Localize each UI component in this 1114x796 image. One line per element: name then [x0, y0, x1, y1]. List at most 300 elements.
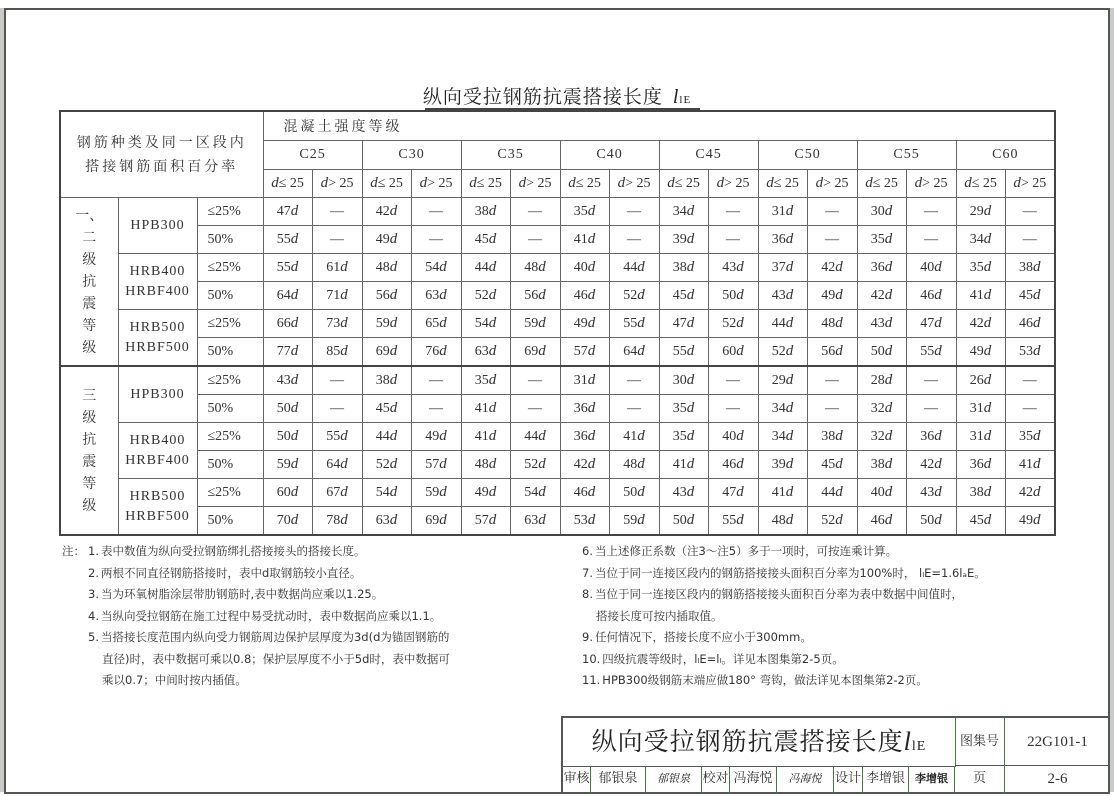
diameter-condition-gt-25: d> 25: [411, 170, 461, 198]
lap-length-value: 46d: [560, 282, 609, 310]
lap-length-value: 54d: [411, 254, 461, 282]
note-line: [62, 649, 542, 671]
area-percentage-cell: ≤25%: [197, 254, 263, 282]
table-row: [60, 395, 1055, 423]
lap-length-value: 37d: [758, 254, 807, 282]
lap-length-value: 55d: [312, 423, 362, 451]
lap-length-value: 69d: [362, 338, 411, 367]
lap-length-value: 38d: [857, 451, 906, 479]
lap-length-value: 35d: [956, 254, 1005, 282]
lap-length-value: —: [1005, 198, 1055, 226]
atlas-number-label: 图集号: [955, 718, 1005, 766]
lap-length-value: 42d: [906, 451, 956, 479]
lap-length-value: 36d: [560, 395, 609, 423]
lap-length-value: 54d: [510, 479, 560, 507]
note-number: 4.: [88, 608, 99, 623]
lap-length-value: 35d: [659, 423, 708, 451]
lap-length-value: 31d: [956, 423, 1005, 451]
lap-length-value: 52d: [362, 451, 411, 479]
lap-length-value: —: [708, 366, 758, 395]
area-percentage-cell: ≤25%: [197, 479, 263, 507]
lap-length-value: 43d: [906, 479, 956, 507]
lap-length-value: 59d: [609, 507, 659, 536]
lap-length-value: 35d: [560, 198, 609, 226]
note-number: 6.: [582, 544, 593, 558]
title-block-symbol: llE: [903, 727, 927, 756]
page-number: 2-6: [1047, 771, 1068, 787]
proofreader-signature: 冯海悦: [777, 766, 834, 794]
note-line: [582, 627, 1062, 649]
lap-length-value: 52d: [510, 451, 560, 479]
lap-length-value: 45d: [807, 451, 857, 479]
note-number: 8.: [582, 587, 593, 601]
diameter-condition-gt-25: d> 25: [906, 170, 956, 198]
lap-length-value: 59d: [510, 310, 560, 338]
lap-length-value: 46d: [906, 282, 956, 310]
area-percentage-cell: ≤25%: [197, 366, 263, 395]
lap-length-value: 48d: [758, 507, 807, 536]
diameter-condition-gt-25: d> 25: [1005, 170, 1055, 198]
sheet-edge-right: [1110, 8, 1114, 792]
lap-length-value: 49d: [362, 226, 411, 254]
header-steel-type: [60, 111, 263, 198]
notes-right-column: [582, 541, 1062, 692]
note-line: [582, 584, 1062, 606]
grade-header-c30: C30: [362, 141, 461, 170]
header-row-1: [60, 111, 1055, 141]
lap-length-value: 32d: [857, 423, 906, 451]
lap-length-value: 35d: [1005, 423, 1055, 451]
lap-length-value: 36d: [956, 451, 1005, 479]
title-block: [561, 716, 1108, 792]
lap-length-value: —: [411, 198, 461, 226]
lap-length-value: 48d: [510, 254, 560, 282]
area-percentage-cell: 50%: [197, 395, 263, 423]
header-steel-type-line: 钢筋种类及同一区段内: [76, 134, 247, 151]
lap-length-value: 38d: [461, 198, 510, 226]
lap-length-value: —: [609, 226, 659, 254]
page-title-text: 纵向受拉钢筋抗震搭接长度: [422, 86, 663, 108]
lap-length-value: —: [510, 366, 560, 395]
lap-length-value: 36d: [758, 226, 807, 254]
note-text: 当搭接长度范围内纵向受力钢筋周边保护层厚度为3d(d为锚固钢筋的: [100, 630, 450, 644]
diameter-condition-le-25: d≤ 25: [659, 170, 708, 198]
table-row: [60, 423, 1055, 451]
lap-length-value: 47d: [659, 310, 708, 338]
lap-length-value: 28d: [857, 366, 906, 395]
lap-length-table: [59, 110, 1056, 536]
area-percentage-cell: 50%: [197, 507, 263, 536]
lap-length-value: 59d: [362, 310, 411, 338]
diameter-condition-le-25: d≤ 25: [956, 170, 1005, 198]
lap-length-value: 41d: [609, 423, 659, 451]
lap-length-value: —: [312, 198, 362, 226]
area-percentage-cell: 50%: [197, 282, 263, 310]
lap-length-value: 49d: [1005, 507, 1055, 536]
lap-length-value: 50d: [263, 423, 312, 451]
lap-length-value: 69d: [411, 507, 461, 536]
note-line: [582, 541, 1062, 563]
table-row: [60, 254, 1055, 282]
lap-length-value: 29d: [956, 198, 1005, 226]
lap-length-value: 48d: [461, 451, 510, 479]
lap-length-value: 36d: [906, 423, 956, 451]
lap-length-value: 60d: [263, 479, 312, 507]
note-number: 2.: [88, 565, 99, 580]
note-line: [62, 606, 542, 628]
steel-type-cell: HPB300: [118, 366, 197, 423]
lap-length-value: 49d: [956, 338, 1005, 367]
lap-length-value: —: [1005, 395, 1055, 423]
seismic-level-label: 一、 二 级 抗 震 等 级: [60, 198, 118, 367]
lap-length-value: —: [708, 198, 758, 226]
lap-length-value: 30d: [659, 366, 708, 395]
lap-length-value: 41d: [758, 479, 807, 507]
table-row: [60, 451, 1055, 479]
lap-length-value: 32d: [857, 395, 906, 423]
diameter-condition-gt-25: d> 25: [807, 170, 857, 198]
note-text: 当位于同一连接区段内的钢筋搭接接头面积百分率为100%时， lₗE=1.6lₐE。: [594, 565, 986, 580]
lap-length-value: 55d: [263, 254, 312, 282]
lap-length-value: 40d: [857, 479, 906, 507]
lap-length-value: 50d: [906, 507, 956, 536]
lap-length-value: 41d: [956, 282, 1005, 310]
lap-length-value: 42d: [1005, 479, 1055, 507]
table-row: [60, 282, 1055, 310]
lap-length-value: 35d: [857, 226, 906, 254]
lap-length-value: 31d: [956, 395, 1005, 423]
diameter-condition-gt-25: d> 25: [609, 170, 659, 198]
note-text: 任何情况下，搭接长度不应小于300mm。: [594, 630, 812, 644]
lap-length-value: 43d: [758, 282, 807, 310]
lap-length-value: 63d: [461, 338, 510, 367]
lap-length-value: 38d: [956, 479, 1005, 507]
designer-signature: 李增银: [909, 766, 955, 794]
note-line: [582, 606, 1062, 628]
lap-length-value: 41d: [461, 395, 510, 423]
note-number: 5.: [88, 630, 99, 644]
note-number: 1.: [88, 544, 99, 558]
diameter-condition-gt-25: d> 25: [312, 170, 362, 198]
lap-length-value: 38d: [1005, 254, 1055, 282]
lap-length-value: 36d: [560, 423, 609, 451]
lap-length-value: 42d: [807, 254, 857, 282]
lap-length-value: 35d: [461, 366, 510, 395]
lap-length-value: 56d: [807, 338, 857, 367]
header-concrete-grade: 混凝土强度等级: [263, 111, 1055, 141]
lap-length-value: 44d: [362, 423, 411, 451]
designer-name: 李增银: [863, 766, 909, 794]
lap-length-value: 73d: [312, 310, 362, 338]
note-line: [582, 649, 1062, 671]
seismic-level-label: 三 级 抗 震 等 级: [60, 366, 118, 535]
lap-length-value: 55d: [263, 226, 312, 254]
note-text: 两根不同直径钢筋搭接时，表中d取钢筋较小直径。: [100, 565, 362, 580]
note-text: 搭接长度可按内插取值。: [596, 608, 723, 623]
review-label: 审核: [563, 766, 591, 794]
lap-length-value: 56d: [362, 282, 411, 310]
lap-length-value: 43d: [659, 479, 708, 507]
title-block-title: 纵向受拉钢筋抗震搭接长度llE: [563, 718, 956, 767]
lap-length-value: 50d: [263, 395, 312, 423]
note-text: 当上述修正系数（注3～注5）多于一项时，可按连乘计算。: [594, 544, 898, 558]
lap-length-value: 56d: [510, 282, 560, 310]
lap-length-value: 43d: [708, 254, 758, 282]
header-steel-type-line: 搭接钢筋面积百分率: [85, 158, 239, 175]
lap-length-value: 39d: [659, 226, 708, 254]
lap-length-value: 52d: [708, 310, 758, 338]
lap-length-value: 63d: [362, 507, 411, 536]
lap-length-value: 42d: [956, 310, 1005, 338]
steel-type-cell: HRB500 HRBF500: [118, 479, 197, 536]
lap-length-value: 46d: [857, 507, 906, 536]
lap-length-value: 57d: [560, 338, 609, 367]
lap-length-value: —: [312, 395, 362, 423]
lap-length-value: —: [708, 226, 758, 254]
lap-length-value: 55d: [659, 338, 708, 367]
diameter-condition-le-25: d≤ 25: [560, 170, 609, 198]
note-text: 直径)时，表中数据可乘以0.8；保护层厚度不小于5d时，表中数据可: [102, 651, 450, 666]
lap-length-value: 63d: [411, 282, 461, 310]
lap-length-value: 46d: [1005, 310, 1055, 338]
note-line: [582, 670, 1062, 692]
table-row: [60, 198, 1055, 226]
steel-type-cell: HRB400 HRBF400: [118, 254, 197, 310]
lap-length-value: 77d: [263, 338, 312, 367]
lap-length-value: 34d: [758, 423, 807, 451]
lap-length-value: 42d: [362, 198, 411, 226]
lap-length-value: 52d: [807, 507, 857, 536]
lap-length-value: —: [708, 395, 758, 423]
steel-type-cell: HPB300: [118, 198, 197, 254]
lap-length-value: 31d: [560, 366, 609, 395]
lap-length-value: 45d: [659, 282, 708, 310]
lap-length-value: 64d: [263, 282, 312, 310]
grade-header-c55: C55: [857, 141, 956, 170]
lap-length-value: 53d: [1005, 338, 1055, 367]
lap-length-value: 26d: [956, 366, 1005, 395]
note-line: [62, 670, 542, 692]
lap-length-value: 31d: [758, 198, 807, 226]
lap-length-value: 45d: [956, 507, 1005, 536]
lap-length-value: —: [312, 366, 362, 395]
lap-length-value: 34d: [659, 198, 708, 226]
lap-length-value: 78d: [312, 507, 362, 536]
lap-length-value: 57d: [411, 451, 461, 479]
atlas-number: 22G101-1: [1005, 718, 1110, 766]
lap-length-value: —: [807, 226, 857, 254]
note-text: 当纵向受拉钢筋在施工过程中易受扰动时，表中数据尚应乘以1.1。: [100, 608, 442, 623]
note-number: 3.: [88, 587, 99, 601]
lap-length-value: 34d: [758, 395, 807, 423]
lap-length-value: 30d: [857, 198, 906, 226]
lap-length-value: 40d: [906, 254, 956, 282]
area-percentage-cell: ≤25%: [197, 423, 263, 451]
area-percentage-cell: 50%: [197, 338, 263, 367]
page-label: 页: [955, 766, 1005, 794]
note-text: 四级抗震等级时，lₗE=lₗ。详见本图集第2-5页。: [602, 651, 844, 666]
note-line: [582, 563, 1062, 585]
lap-length-value: 45d: [362, 395, 411, 423]
note-number: 10.: [582, 651, 601, 666]
lap-length-value: 85d: [312, 338, 362, 367]
lap-length-value: 40d: [560, 254, 609, 282]
grade-header-c50: C50: [758, 141, 857, 170]
note-text: 乘以0.7；中间时按内插值。: [102, 673, 247, 687]
lap-length-value: —: [906, 366, 956, 395]
lap-length-value: 41d: [1005, 451, 1055, 479]
lap-length-value: 61d: [312, 254, 362, 282]
lap-length-value: 54d: [461, 310, 510, 338]
diameter-condition-gt-25: d> 25: [510, 170, 560, 198]
lap-length-value: 44d: [609, 254, 659, 282]
lap-length-value: 39d: [758, 451, 807, 479]
lap-length-value: 50d: [659, 507, 708, 536]
note-number: 11.: [582, 673, 601, 687]
lap-length-value: 38d: [659, 254, 708, 282]
lap-length-value: 36d: [857, 254, 906, 282]
lap-length-value: 55d: [708, 507, 758, 536]
diameter-condition-le-25: d≤ 25: [857, 170, 906, 198]
note-line: [62, 563, 542, 585]
lap-length-value: —: [906, 395, 956, 423]
lap-length-value: —: [807, 366, 857, 395]
note-number: 7.: [582, 565, 593, 580]
table-row: [60, 507, 1055, 536]
lap-length-value: 46d: [560, 479, 609, 507]
grade-header-c35: C35: [461, 141, 560, 170]
note-number: 9.: [582, 630, 593, 644]
lap-length-value: —: [906, 226, 956, 254]
lap-length-value: 63d: [510, 507, 560, 536]
lap-length-value: 44d: [758, 310, 807, 338]
lap-length-value: —: [1005, 366, 1055, 395]
note-line: [62, 541, 542, 563]
design-label: 设计: [834, 766, 863, 794]
table-row: [60, 479, 1055, 507]
lap-length-value: —: [609, 395, 659, 423]
note-text: 当位于同一连接区段内的钢筋搭接接头面积百分率为表中数据中间值时，: [594, 587, 963, 601]
lap-length-value: 69d: [510, 338, 560, 367]
lap-length-value: 52d: [758, 338, 807, 367]
lap-length-value: 60d: [708, 338, 758, 367]
table-row: [60, 338, 1055, 367]
lap-length-value: 46d: [708, 451, 758, 479]
area-percentage-cell: 50%: [197, 226, 263, 254]
lap-length-value: —: [411, 366, 461, 395]
lap-length-value: —: [1005, 226, 1055, 254]
lap-length-value: 48d: [362, 254, 411, 282]
grade-header-c25: C25: [263, 141, 362, 170]
lap-length-value: 55d: [906, 338, 956, 367]
lap-length-value: 64d: [312, 451, 362, 479]
lap-length-value: 48d: [807, 310, 857, 338]
lap-length-value: 65d: [411, 310, 461, 338]
lap-length-value: 50d: [609, 479, 659, 507]
lap-length-value: 64d: [609, 338, 659, 367]
note-line: [62, 627, 542, 649]
lap-length-value: —: [510, 198, 560, 226]
lap-length-value: —: [807, 198, 857, 226]
lap-length-value: 50d: [857, 338, 906, 367]
steel-type-cell: HRB400 HRBF400: [118, 423, 197, 479]
notes-prefix: 注：: [62, 544, 85, 558]
reviewer-signature: 郁银泉: [646, 766, 702, 794]
lap-length-value: —: [609, 198, 659, 226]
table-row: [60, 310, 1055, 338]
lap-length-value: 59d: [263, 451, 312, 479]
lap-length-value: —: [411, 395, 461, 423]
lap-length-value: 76d: [411, 338, 461, 367]
diameter-condition-le-25: d≤ 25: [461, 170, 510, 198]
area-percentage-cell: ≤25%: [197, 198, 263, 226]
grade-header-c40: C40: [560, 141, 659, 170]
lap-length-value: 67d: [312, 479, 362, 507]
lap-length-value: 44d: [461, 254, 510, 282]
lap-length-symbol: llE: [672, 86, 692, 108]
diameter-condition-gt-25: d> 25: [708, 170, 758, 198]
lap-length-value: 41d: [461, 423, 510, 451]
table-row: [60, 366, 1055, 395]
proofreader-name: 冯海悦: [730, 766, 777, 794]
lap-length-value: 66d: [263, 310, 312, 338]
grade-header-c45: C45: [659, 141, 758, 170]
note-text: HPB300级钢筋末端应做180° 弯钩，做法详见本图集第2-2页。: [602, 673, 928, 687]
diameter-condition-le-25: d≤ 25: [362, 170, 411, 198]
lap-length-value: —: [906, 198, 956, 226]
lap-length-value: 38d: [807, 423, 857, 451]
lap-length-value: 42d: [857, 282, 906, 310]
reviewer-name: 郁银泉: [591, 766, 646, 794]
lap-length-value: 59d: [411, 479, 461, 507]
area-percentage-cell: ≤25%: [197, 310, 263, 338]
lap-length-value: —: [609, 366, 659, 395]
lap-length-value: —: [510, 226, 560, 254]
lap-length-value: 52d: [461, 282, 510, 310]
lap-length-value: 49d: [807, 282, 857, 310]
lap-length-value: 52d: [609, 282, 659, 310]
lap-length-value: —: [807, 395, 857, 423]
lap-length-value: 49d: [560, 310, 609, 338]
lap-length-value: 57d: [461, 507, 510, 536]
lap-length-value: 44d: [510, 423, 560, 451]
lap-length-value: 45d: [461, 226, 510, 254]
area-percentage-cell: 50%: [197, 451, 263, 479]
lap-length-value: 43d: [857, 310, 906, 338]
note-text: 当为环氧树脂涂层带肋钢筋时,表中数据尚应乘以1.25。: [100, 587, 384, 601]
lap-length-value: 71d: [312, 282, 362, 310]
lap-length-value: —: [411, 226, 461, 254]
lap-length-value: 54d: [362, 479, 411, 507]
lap-length-value: 40d: [708, 423, 758, 451]
lap-length-value: 41d: [659, 451, 708, 479]
lap-length-value: 42d: [560, 451, 609, 479]
lap-length-value: 50d: [708, 282, 758, 310]
diameter-condition-le-25: d≤ 25: [758, 170, 807, 198]
note-line: [62, 584, 542, 606]
lap-length-value: —: [312, 226, 362, 254]
lap-length-value: 29d: [758, 366, 807, 395]
lap-length-value: 35d: [659, 395, 708, 423]
table-row: [60, 226, 1055, 254]
page-title: [0, 82, 1114, 109]
lap-length-value: 55d: [609, 310, 659, 338]
lap-length-value: 47d: [708, 479, 758, 507]
lap-length-value: 48d: [609, 451, 659, 479]
lap-length-value: 41d: [560, 226, 609, 254]
lap-length-value: —: [510, 395, 560, 423]
diameter-condition-le-25: d≤ 25: [263, 170, 312, 198]
